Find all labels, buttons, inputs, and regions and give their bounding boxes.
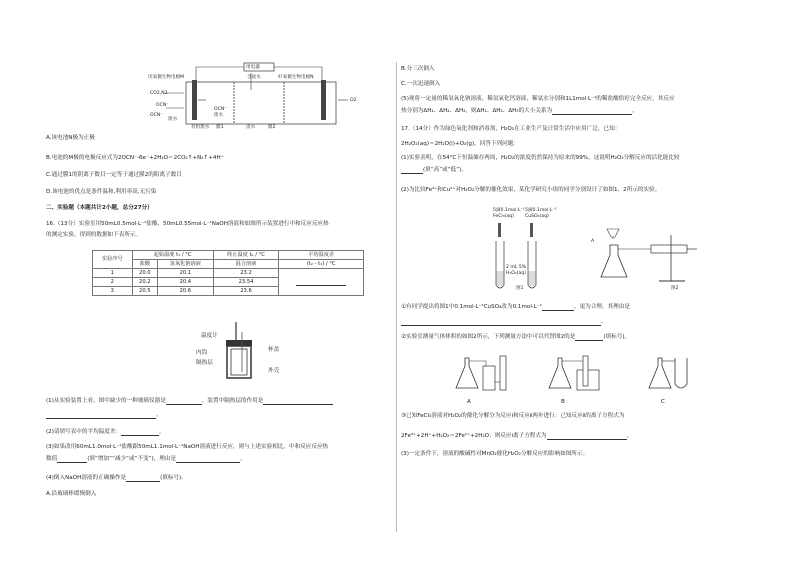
q16-5-text-c: 。 bbox=[632, 108, 638, 114]
q16-4 bbox=[46, 475, 187, 482]
th-naoh: 氢氧化钠溶液 bbox=[158, 260, 214, 269]
label-membrane-1: 膜1 bbox=[216, 125, 224, 130]
q16-4-text-b: (填标号)。 bbox=[160, 475, 187, 481]
th-end: 终止温度 t₂ / °C bbox=[213, 251, 279, 260]
label-ocn-2: OCN⁻ bbox=[214, 107, 227, 112]
q16-1-text-a: (1)从实验装置上看，图中缺少的一种玻璃仪器是 bbox=[46, 398, 166, 404]
label-shell: 外壳 bbox=[268, 368, 280, 374]
q16-2-text-b: 。 bbox=[159, 429, 165, 435]
q17-2-1-text-c: 。 bbox=[601, 319, 607, 325]
label-salt-water: 含盐水 bbox=[247, 75, 261, 80]
fig1-liquid-label: 2 mL 5% bbox=[506, 265, 527, 270]
q16-3-text-d: 。 bbox=[240, 456, 246, 462]
apparatus-b bbox=[549, 352, 609, 398]
th-start: 起始温度 t₁ / °C bbox=[132, 251, 213, 260]
q16-4-text-a: (4)倒入NaOH溶液的正确操作是 bbox=[46, 475, 127, 481]
q17-2-3-line1: ③已知FeCl₃溶液对H₂O₂的催化分解分为反应ⅰ和反应ⅱ两步进行：已知反应ⅱ的离子方程式为 bbox=[401, 413, 625, 419]
q16-5-text-b: 热分别为ΔH₁、ΔH₂、ΔH₃，则ΔH₁、ΔH₂、ΔH₃的大小关系为 bbox=[401, 108, 553, 114]
th-index: 实验序号 bbox=[93, 251, 133, 269]
answer-blank[interactable] bbox=[57, 456, 87, 463]
q16-1-cont bbox=[46, 412, 162, 419]
answer-blank[interactable] bbox=[401, 167, 423, 174]
answer-blank[interactable] bbox=[46, 412, 156, 419]
q16-2-text-a: (2)请填写表中的平均温度差： bbox=[46, 429, 122, 435]
apparatus-label-b: B bbox=[561, 399, 565, 405]
fig1-caption: 图1 bbox=[516, 286, 524, 291]
calorimeter-diagram bbox=[226, 322, 266, 382]
answer-blank[interactable] bbox=[552, 108, 632, 115]
label-ocn-3: OCN⁻ bbox=[150, 113, 163, 118]
apparatus-a bbox=[456, 352, 516, 398]
fig2-label-a: A bbox=[591, 239, 595, 244]
apparatus-c bbox=[649, 352, 709, 398]
label-load: 用电器 bbox=[246, 65, 260, 70]
q17-1-line2 bbox=[401, 167, 467, 174]
cell-hcl: 20.5 bbox=[132, 287, 157, 296]
label-waste-1: 废水 bbox=[214, 113, 224, 118]
q16-3-text-c: (填“增加”“减少”或“不变”)，理由是 bbox=[87, 456, 177, 462]
option-b: B.电池的M极的电极反应式为2OCN⁻-6e⁻+2H₂O＝2CO₂↑+N₂↑+4H⁺ bbox=[46, 155, 224, 161]
figure2-gas-syringe bbox=[601, 225, 701, 287]
cell-mix: 23.6 bbox=[213, 287, 279, 296]
q17-2: (2)为比较Fe³⁺和Cu²⁺对H₂O₂分解的催化效果，某化学研究小组的同学分别设计了如图1、2所示的实验。 bbox=[401, 187, 661, 193]
q16-3-cont bbox=[46, 456, 246, 463]
q17-2-3-text-c: 。 bbox=[626, 433, 633, 439]
table-row bbox=[93, 269, 364, 278]
q16-5-line1: (5)现将一定量的稀氢氧化钠溶液、稀氢氧化钙溶液、稀氨水分别和1L1mol·L⁻¹的稀盐酸恰好完全反应，其反应 bbox=[401, 96, 675, 102]
label-thermometer: 温度计 bbox=[201, 333, 218, 339]
answer-blank[interactable] bbox=[263, 398, 333, 405]
q16-stem-line1: 16.（13分）实验室用50mL0.5mol·L⁻¹盐酸、50mL0.55mol·L⁻¹NaOH溶液和如图所示装置进行中和反应反应热 bbox=[46, 221, 329, 227]
answer-blank[interactable] bbox=[176, 456, 240, 463]
label-ocn-1: OCN⁻ bbox=[156, 103, 169, 108]
fig1-tube1-label: 5滴0.1mol·L⁻¹ bbox=[493, 208, 525, 213]
cell-n: 1 bbox=[93, 269, 133, 278]
cell-naoh: 20.1 bbox=[158, 269, 214, 278]
q17-2-1 bbox=[401, 304, 630, 311]
q17-2-2 bbox=[401, 334, 630, 341]
option-d: D.该电池的优点是条件温和,利用率高,无污染 bbox=[46, 189, 157, 195]
answer-blank[interactable] bbox=[126, 475, 160, 482]
label-waste-2: 废水 bbox=[168, 117, 178, 122]
q16-3-text-b: 数值 bbox=[46, 456, 58, 462]
option-c: C.通过膜1的阴离子数目一定等于通过膜2的阳离子数目 bbox=[46, 172, 182, 178]
th-hcl: 盐酸 bbox=[132, 260, 157, 269]
q17-3: (3)一定条件下，溶液的酸碱性对MnO₂催化H₂O₂分解反应的影响如图所示。 bbox=[401, 451, 589, 457]
answer-blank[interactable] bbox=[575, 334, 603, 341]
cell-mix: 23.2 bbox=[213, 269, 279, 278]
label-membrane-2: 膜2 bbox=[268, 125, 276, 130]
temperature-table bbox=[92, 250, 364, 296]
q16-5-line2 bbox=[401, 108, 638, 115]
apparatus-label-c: C bbox=[661, 399, 665, 405]
q16-3: (3)如果改用60mL1.0mol·L⁻¹盐酸跟50mL1.1mol·L⁻¹NaOH溶液进行反应，则与上述实验相比，中和反应反应热 bbox=[46, 444, 329, 450]
q16-4-option-c: C.一次迅速倒入 bbox=[401, 81, 441, 87]
answer-blank[interactable] bbox=[121, 429, 159, 436]
answer-blank[interactable] bbox=[542, 304, 574, 311]
q16-1-text-b: ，装置中隔热层的作用是 bbox=[201, 398, 264, 404]
label-lid: 杯盖 bbox=[268, 347, 280, 353]
cell-avg-answer[interactable] bbox=[279, 269, 364, 296]
fig1-tube1-label-b: FeCl₃(aq) bbox=[493, 214, 514, 219]
cell-hcl: 20.0 bbox=[132, 269, 157, 278]
q16-4-option-a: A.沿玻璃棒缓慢倒入 bbox=[46, 491, 97, 497]
fig1-tube2-label-b: CuSO₄(aq) bbox=[525, 214, 549, 219]
th-avg-formula: (t₂ - t₁) / °C bbox=[279, 260, 364, 269]
label-inner-cup: 内筒 bbox=[196, 350, 208, 356]
label-co2n2: CO2,N2 bbox=[150, 91, 168, 96]
cell-naoh: 20.6 bbox=[158, 287, 214, 296]
q16-stem-line2: 的测定实验，得到的数据如下表所示。 bbox=[46, 232, 142, 238]
th-mix: 混合溶液 bbox=[213, 260, 279, 269]
cell-mix: 23.54 bbox=[213, 278, 279, 287]
q17-2-2-text-a: ②实验室测量气体体积的如图2所示，下列测量方法中可以代替图2的是 bbox=[401, 334, 576, 340]
section-title: 二、实验题（本题共计2小题，总分27分） bbox=[46, 205, 153, 211]
option-a: A.该电池N极为正极 bbox=[46, 135, 95, 141]
apparatus-label-a: A bbox=[467, 399, 471, 405]
cell-naoh: 20.4 bbox=[158, 278, 214, 287]
q16-2 bbox=[46, 429, 165, 436]
q17-stem: 17.（14分）作为绿色氧化剂和消毒剂，H₂O₂在工业生产及日常生活中应用广泛。已知： bbox=[401, 126, 621, 132]
answer-blank[interactable] bbox=[547, 433, 627, 440]
fig1-liquid-label-b: H₂O₂(aq) bbox=[506, 271, 527, 276]
q16-1 bbox=[46, 398, 333, 405]
q17-1-line1: (1)实验表明，在54°C下恒温储存两周，H₂O₂的浓度仍然保持为原来的99%，这说明H₂O₂分解反应的活化能比较 bbox=[401, 155, 680, 161]
q17-2-3-line2 bbox=[401, 433, 632, 440]
q17-2-3-text-b: 2Fe³⁺+2H⁺+H₂O₂＝2Fe²⁺+2H₂O；则反应ⅰ离子方程式为 bbox=[401, 433, 547, 439]
q16-4-option-b: B.分三次倒入 bbox=[401, 66, 435, 72]
fig2-caption: 图2 bbox=[671, 286, 679, 291]
th-avg: 平均温度差 bbox=[279, 251, 364, 260]
q17-1-text-b: (填“高”或“低”)。 bbox=[423, 167, 467, 173]
q16-1-text-c: 。 bbox=[156, 412, 162, 418]
answer-blank[interactable] bbox=[401, 319, 601, 326]
q17-2-1-text-b: ，更为合理，其理由是 bbox=[573, 304, 630, 310]
q17-2-1-text-a: ①有同学提出将图1中0.1mol·L⁻¹CuSO₄改为0.1mol·L⁻¹ bbox=[401, 304, 542, 310]
q17-equation: 2H₂O₂(aq)＝2H₂O(l)+O₂(g)，回答下列问题： bbox=[401, 141, 519, 147]
column-divider bbox=[396, 62, 397, 532]
label-o2: O2 bbox=[350, 98, 357, 103]
cell-hcl: 20.2 bbox=[132, 278, 157, 287]
answer-blank[interactable] bbox=[166, 398, 202, 405]
fig1-tube2-label: 5滴0.1mol·L⁻¹ bbox=[525, 208, 557, 213]
cell-n: 3 bbox=[93, 287, 133, 296]
label-organic-waste: 有机废水 bbox=[191, 125, 210, 130]
cell-n: 2 bbox=[93, 278, 133, 287]
label-water: 清水 bbox=[246, 125, 256, 130]
q17-2-2-text-b: (填标号)。 bbox=[603, 334, 631, 340]
label-electrode-n: 好氧微生物电极N bbox=[278, 75, 314, 80]
label-electrode-m: 厌氧微生物电极M bbox=[148, 75, 185, 80]
label-insulation: 隔热层 bbox=[196, 360, 213, 366]
q17-2-1-cont bbox=[401, 319, 607, 326]
